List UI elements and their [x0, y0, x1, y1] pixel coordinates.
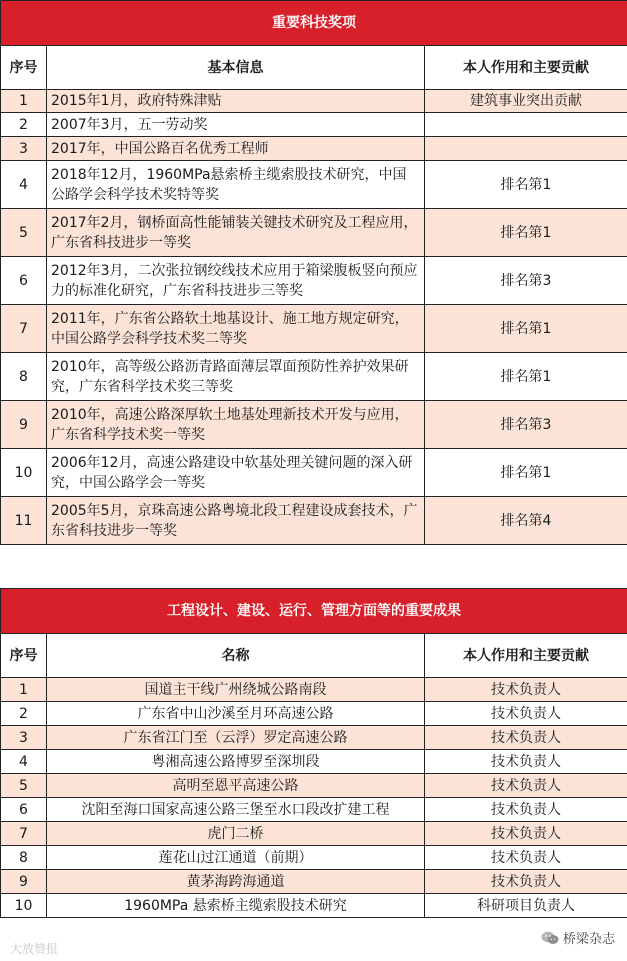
row-info: 2018年12月，1960MPa悬索桥主缆索股技术研究，中国公路学会科学技术奖特等奖	[47, 161, 425, 209]
row-role: 排名第1	[425, 305, 627, 353]
table-row	[1, 353, 627, 401]
row-name: 莲花山过江通道（前期）	[47, 846, 425, 870]
row-role: 技术负责人	[425, 822, 627, 846]
table-row	[1, 401, 627, 449]
watermark-right-text: 桥梁杂志	[562, 932, 615, 947]
table-row	[1, 257, 627, 305]
row-no: 9	[1, 870, 47, 894]
row-no: 1	[1, 90, 47, 113]
col-header-no: 序号	[1, 634, 47, 678]
row-role: 技术负责人	[425, 726, 627, 750]
row-info: 2015年1月，政府特殊津贴	[47, 90, 425, 113]
row-no: 2	[1, 113, 47, 137]
col-header-name: 名称	[47, 634, 425, 678]
watermark-right	[541, 928, 615, 947]
row-name: 1960MPa 悬索桥主缆索股技术研究	[47, 894, 425, 918]
row-name: 沈阳至海口国家高速公路三堡至水口段改扩建工程	[47, 798, 425, 822]
table-row	[1, 305, 627, 353]
table-row	[1, 870, 627, 894]
table-row	[1, 209, 627, 257]
table-row	[1, 678, 627, 702]
row-no: 7	[1, 822, 47, 846]
row-info: 2012年3月，二次张拉钢绞线技术应用于箱梁腹板竖向预应力的标准化研究，广东省科技进步三等奖	[47, 257, 425, 305]
projects-table	[0, 588, 627, 918]
table-row	[1, 702, 627, 726]
table-row	[1, 497, 627, 545]
row-no: 6	[1, 257, 47, 305]
col-header-role: 本人作用和主要贡献	[425, 46, 627, 90]
row-info: 2010年，高速公路深厚软土地基处理新技术开发与应用，广东省科学技术奖一等奖	[47, 401, 425, 449]
row-name: 高明至恩平高速公路	[47, 774, 425, 798]
awards-table-title: 重要科技奖项	[1, 1, 627, 46]
row-name: 广东省江门至（云浮）罗定高速公路	[47, 726, 425, 750]
row-no: 1	[1, 678, 47, 702]
row-no: 9	[1, 401, 47, 449]
row-role: 建筑事业突出贡献	[425, 90, 627, 113]
row-role: 技术负责人	[425, 870, 627, 894]
table-row	[1, 90, 627, 113]
col-header-info: 基本信息	[47, 46, 425, 90]
projects-table-title: 工程设计、建设、运行、管理方面等的重要成果	[1, 589, 627, 634]
table-row	[1, 750, 627, 774]
row-no: 5	[1, 209, 47, 257]
row-info: 2017年2月，钢桥面高性能铺装关键技术研究及工程应用，广东省科技进步一等奖	[47, 209, 425, 257]
table-row	[1, 822, 627, 846]
row-info: 2010年，高等级公路沥青路面薄层罩面预防性养护效果研究，广东省科学技术奖三等奖	[47, 353, 425, 401]
row-no: 3	[1, 137, 47, 161]
row-role: 技术负责人	[425, 774, 627, 798]
row-role	[425, 113, 627, 137]
row-role: 技术负责人	[425, 702, 627, 726]
table-row	[1, 894, 627, 918]
row-info: 2011年，广东省公路软土地基设计、施工地方规定研究，中国公路学会科学技术奖二等奖	[47, 305, 425, 353]
table-row	[1, 113, 627, 137]
row-no: 8	[1, 353, 47, 401]
row-no: 2	[1, 702, 47, 726]
table-row	[1, 449, 627, 497]
row-role: 技术负责人	[425, 750, 627, 774]
table-row	[1, 774, 627, 798]
row-name: 虎门二桥	[47, 822, 425, 846]
row-name: 粤湘高速公路博罗至深圳段	[47, 750, 425, 774]
row-name: 黄茅海跨海通道	[47, 870, 425, 894]
row-role: 技术负责人	[425, 846, 627, 870]
row-no: 10	[1, 449, 47, 497]
row-no: 5	[1, 774, 47, 798]
row-info: 2005年5月，京珠高速公路粤境北段工程建设成套技术，广东省科技进步一等奖	[47, 497, 425, 545]
row-role: 排名第3	[425, 257, 627, 305]
row-name: 国道主干线广州绕城公路南段	[47, 678, 425, 702]
watermark-left: 大放赞报	[10, 942, 59, 956]
row-no: 4	[1, 161, 47, 209]
table-row	[1, 726, 627, 750]
row-role: 科研项目负责人	[425, 894, 627, 918]
row-no: 10	[1, 894, 47, 918]
col-header-no: 序号	[1, 46, 47, 90]
row-role: 排名第1	[425, 353, 627, 401]
row-no: 6	[1, 798, 47, 822]
row-no: 4	[1, 750, 47, 774]
row-role: 排名第1	[425, 449, 627, 497]
row-role: 排名第4	[425, 497, 627, 545]
table-row	[1, 846, 627, 870]
row-role: 排名第1	[425, 161, 627, 209]
row-info: 2007年3月，五一劳动奖	[47, 113, 425, 137]
row-role	[425, 137, 627, 161]
col-header-role: 本人作用和主要贡献	[425, 634, 627, 678]
row-no: 8	[1, 846, 47, 870]
row-no: 7	[1, 305, 47, 353]
row-role: 技术负责人	[425, 678, 627, 702]
table-row	[1, 161, 627, 209]
row-role: 技术负责人	[425, 798, 627, 822]
row-no: 3	[1, 726, 47, 750]
row-info: 2017年，中国公路百名优秀工程师	[47, 137, 425, 161]
row-info: 2006年12月，高速公路建设中软基处理关键问题的深入研究，中国公路学会一等奖	[47, 449, 425, 497]
table-row	[1, 798, 627, 822]
row-role: 排名第3	[425, 401, 627, 449]
wechat-icon	[541, 931, 559, 945]
row-no: 11	[1, 497, 47, 545]
row-name: 广东省中山沙溪至月环高速公路	[47, 702, 425, 726]
row-role: 排名第1	[425, 209, 627, 257]
table-row	[1, 137, 627, 161]
